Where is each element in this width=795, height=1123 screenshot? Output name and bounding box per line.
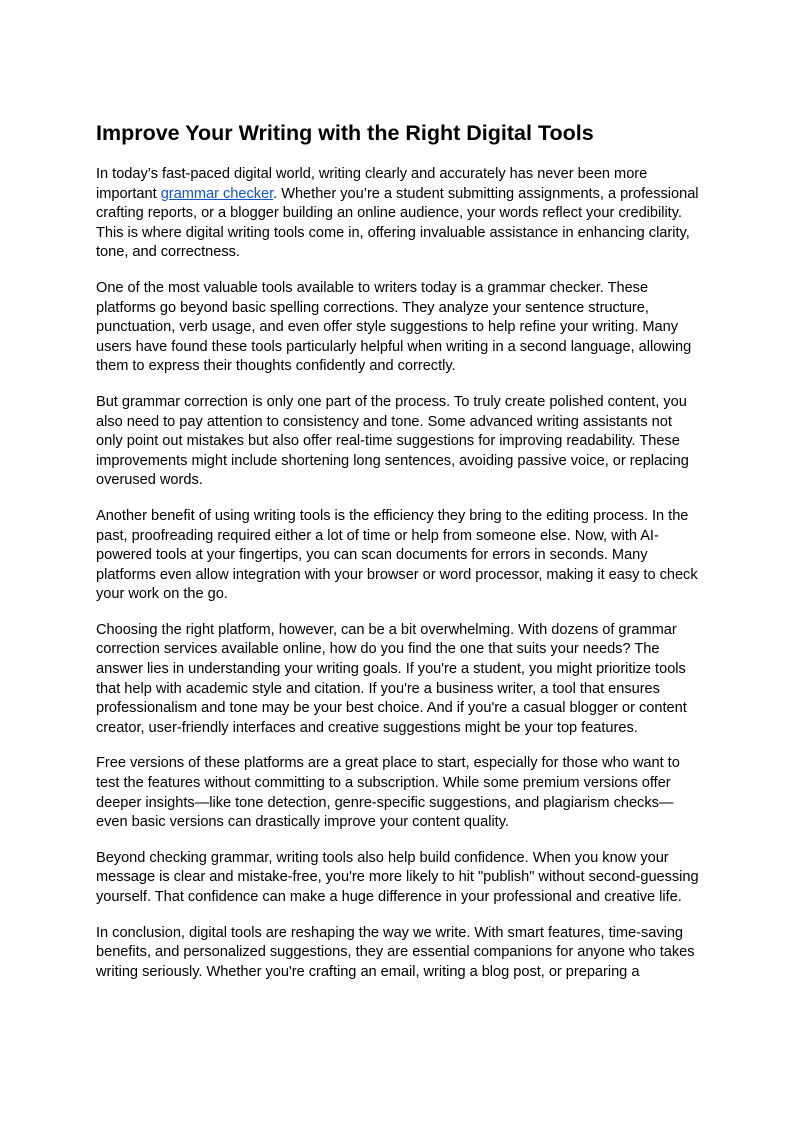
paragraph-choosing-platform: Choosing the right platform, however, can be a bit overwhelming. With dozens of grammar correction services available online, how do you find the one that suits your needs? The answer lies in understanding your writing goals. If you're a student, you might prioritize tools that help with academic style and citation. If you're a business writer, a tool that ensures professionalism and tone may be your best choice. And if you're a casual blogger or content creator, user-friendly interfaces and creative suggestions might be your top features. [96,621,687,736]
paragraph-free-versions: Free versions of these platforms are a great place to start, especially for those who want to test the features without committing to a subscription. While some premium versions offer deeper insights—like tone detection, genre-specific suggestions, and plagiarism checks—even basic versions can drastically improve your content quality. [96,755,680,831]
grammar-checker-link[interactable]: grammar checker [160,185,274,202]
paragraph-conclusion: In conclusion, digital tools are reshaping the way we write. With smart features, time-saving benefits, and personalized suggestions, they are essential companions for anyone who takes writing seriously. Whether you're crafting an email, writing a blog post, or preparing a [96,924,695,980]
paragraph-confidence: Beyond checking grammar, writing tools also help build confidence. When you know your message is clear and mistake-free, you're more likely to hit "publish" without second-guessing yourself. That confidence can make a huge difference in your professional and creative life. [96,849,699,905]
intro-paragraph [96,165,702,263]
intro-text-before-link: In today’s fast-paced digital world, writing clearly and accurately has never been more important [96,166,648,202]
paragraph-grammar-checker: One of the most valuable tools available to writers today is a grammar checker. These platforms go beyond basic spelling corrections. They analyze your sentence structure, punctuation, verb usage, and even offer style suggestions to help refine your writing. Many users have found these tools particularly helpful when writing in a second language, allowing them to express their thoughts confidently and correctly. [96,279,692,375]
paragraph-consistency-tone: But grammar correction is only one part of the process. To truly create polished content, you also need to pay attention to consistency and tone. Some advanced writing assistants not only point out mistakes but also offer real-time suggestions for improving readability. These improvements might include shortening long sentences, avoiding passive voice, or replacing overused words. [96,393,689,489]
document-page [96,118,702,998]
paragraph-efficiency: Another benefit of using writing tools is the efficiency they bring to the editing process. In the past, proofreading required either a lot of time or help from someone else. Now, with AI-powered tools at your fingertips, you can scan documents for errors in seconds. Many platforms even allow integration with your browser or word processor, making it easy to check your work on the go. [96,507,698,603]
page-title: Improve Your Writing with the Right Digital Tools [96,121,594,145]
intro-text-after-link: . Whether you’re a student submitting assignments, a professional crafting reports, or a blogger building an online audience, your words reflect your credibility. This is where digital writing tools come in, offering invaluable assistance in enhancing clarity, tone, and correctness. [96,185,699,261]
